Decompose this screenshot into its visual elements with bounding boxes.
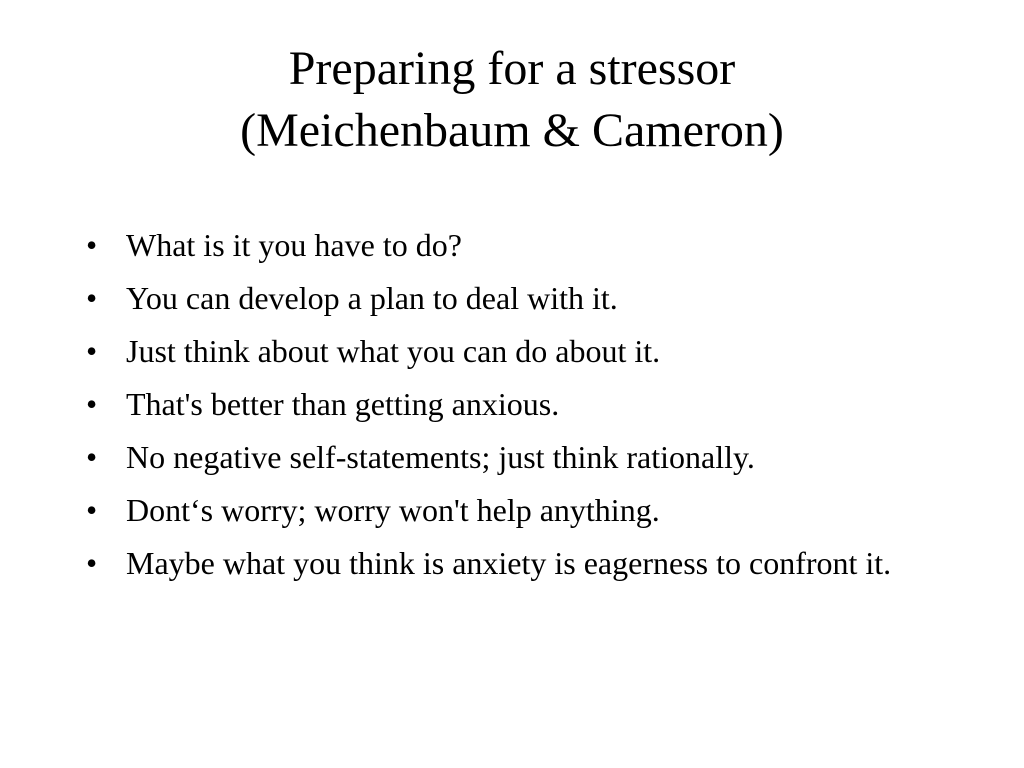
slide-title-line-1: Preparing for a stressor — [288, 42, 736, 95]
slide-title — [60, 38, 964, 162]
bullet-item — [82, 383, 942, 425]
bullet-text: Just think about what you can do about it. — [126, 333, 661, 369]
bullet-text: Dont‘s worry; worry won't help anything. — [126, 492, 660, 528]
bullet-text: What is it you have to do? — [126, 227, 462, 263]
bullet-list — [82, 224, 942, 595]
bullet-icon: • — [86, 545, 98, 581]
bullet-text: You can develop a plan to deal with it. — [126, 280, 618, 316]
bullet-icon: • — [86, 439, 98, 475]
bullet-icon: • — [86, 492, 98, 528]
bullet-text: No negative self-statements; just think rationally. — [126, 439, 755, 475]
bullet-text: Maybe what you think is anxiety is eagerness to confront it. — [126, 545, 892, 581]
bullet-item — [82, 277, 942, 319]
bullet-icon: • — [86, 333, 98, 369]
bullet-item — [82, 224, 942, 266]
slide-title-line-2: (Meichenbaum & Cameron) — [240, 104, 784, 157]
bullet-item — [82, 542, 942, 584]
bullet-icon: • — [86, 227, 98, 263]
bullet-item — [82, 489, 942, 531]
bullet-text: That's better than getting anxious. — [126, 386, 560, 422]
bullet-item — [82, 436, 942, 478]
bullet-icon: • — [86, 280, 98, 316]
bullet-item — [82, 330, 942, 372]
bullet-icon: • — [86, 386, 98, 422]
